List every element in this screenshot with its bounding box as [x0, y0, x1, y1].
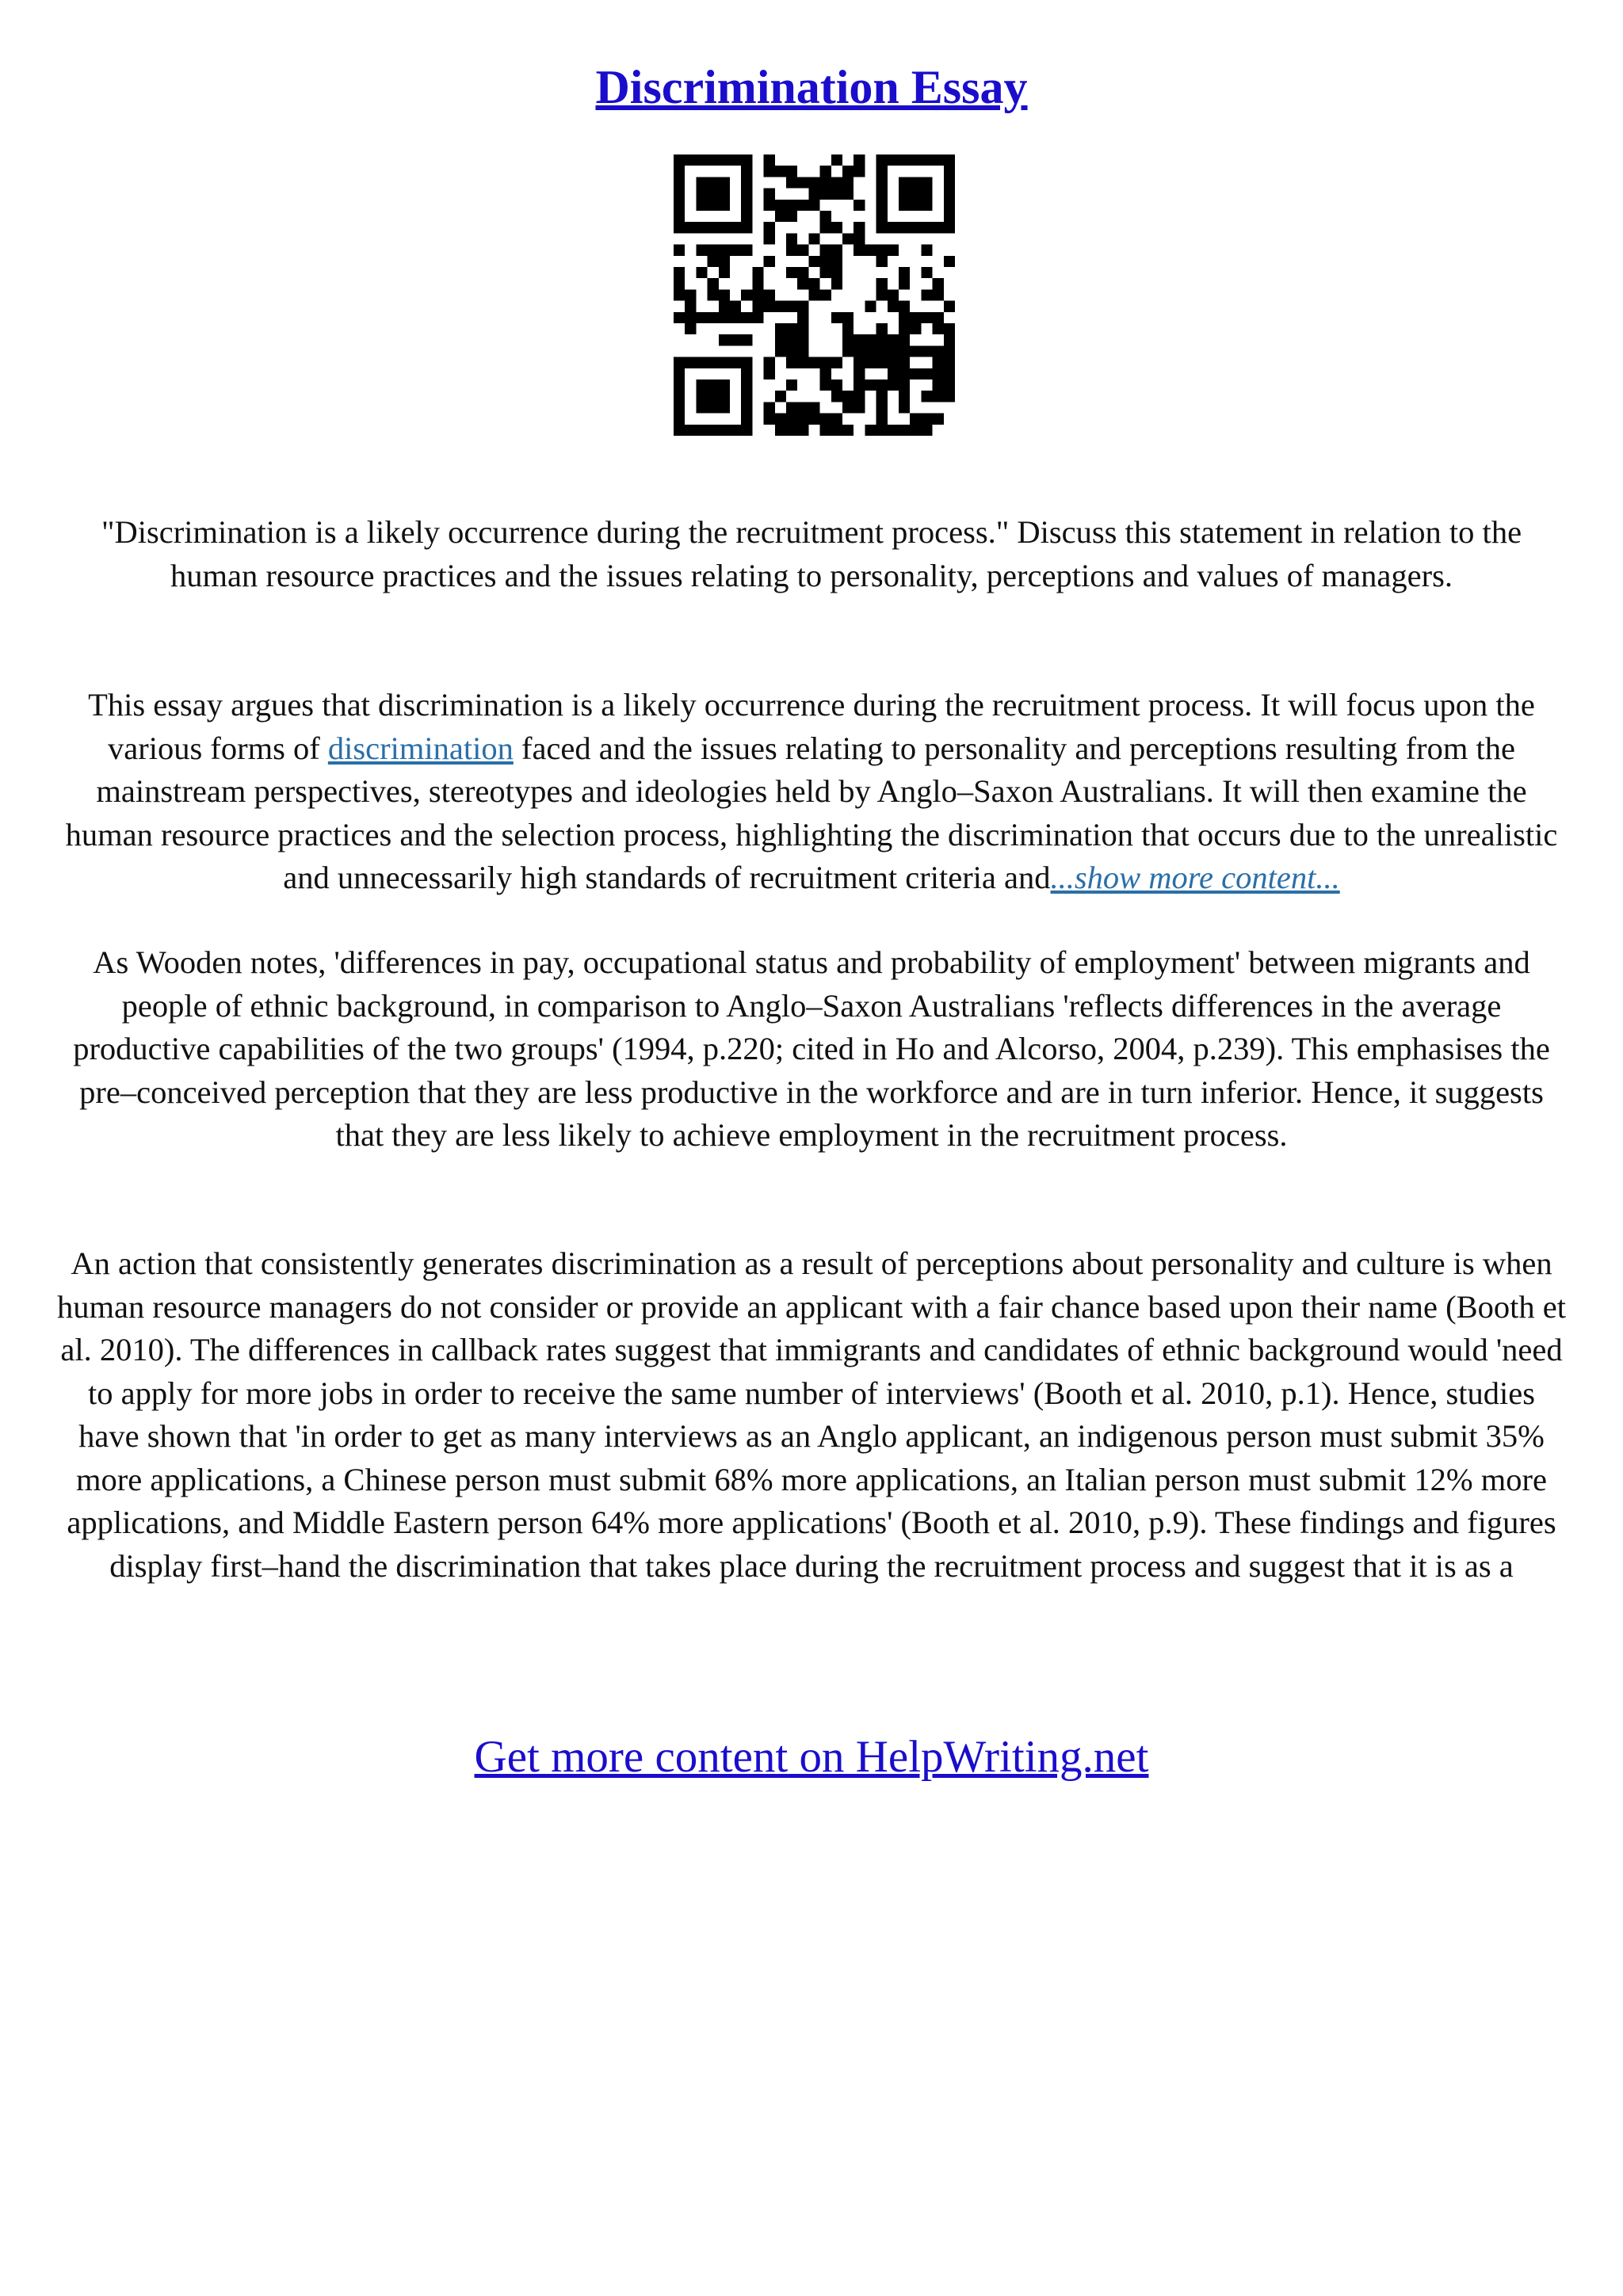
action-paragraph: An action that consistently generates discrimination as a result of perceptions about personality and culture is when human resource managers do not consider or provide an applicant with a fair chance based upon their name (Booth et al. 2010). The differences in callback rates suggest that immigrants and candidates of ethnic background would 'need to apply for more jobs in order to receive the same number of interviews' (Booth et al. 2010, p.1). Hence, studies have shown that 'in order to get as many interviews as an Anglo applicant, an indigenous person must submit 35% more applications, a Chinese person must submit 68% more applications, an Italian person must submit 12% more applications, and Middle Eastern person 64% more applications' (Booth et al. 2010, p.9). These findings and figures display first–hand the discrimination that takes place during the recruitment process and suggest that it is as a: [57, 1245, 1566, 1584]
intro-text-before: This essay argues that discrimination is a likely occurrence during the recruitment process. It will focus upon the various forms of: [88, 687, 1535, 766]
intro-text-after: faced and the issues relating to personality and perceptions resulting from the mainstream perspectives, stereotypes and ideologies held by Anglo–Saxon Australians. It will then examine the human resource practices and the selection process, highlighting the discrimination that occurs due to the unrealistic and unnecessarily high standards of recruitment criteria and: [65, 730, 1558, 895]
intro-paragraph: [55, 684, 1568, 900]
qr-code-icon: [674, 154, 955, 436]
wooden-paragraph: As Wooden notes, 'differences in pay, occupational status and probability of employment' between migrants and people of ethnic background, in comparison to Anglo–Saxon Australians 'reflects differences in the average productive capabilities of the two groups' (1994, p.220; cited in Ho and Alcorso, 2004, p.239). This emphasises the pre–conceived perception that they are less productive in the workforce and are in turn inferior. Hence, it suggests that they are less likely to achieve employment in the recruitment process.: [73, 944, 1550, 1153]
title-link[interactable]: Discrimination Essay: [595, 61, 1028, 113]
essay-question: "Discrimination is a likely occurrence during the recruitment process." Discuss this statement in relation to the human resource practices and the issues relating to personality, perceptions and values of managers.: [101, 514, 1522, 593]
discrimination-link[interactable]: discrimination: [327, 730, 514, 766]
cta-section: [0, 1727, 1623, 1787]
show-more-link[interactable]: ...show more content...: [1050, 860, 1340, 895]
page-title: [0, 55, 1623, 119]
get-more-content-link[interactable]: Get more content on HelpWriting.net: [474, 1732, 1149, 1782]
